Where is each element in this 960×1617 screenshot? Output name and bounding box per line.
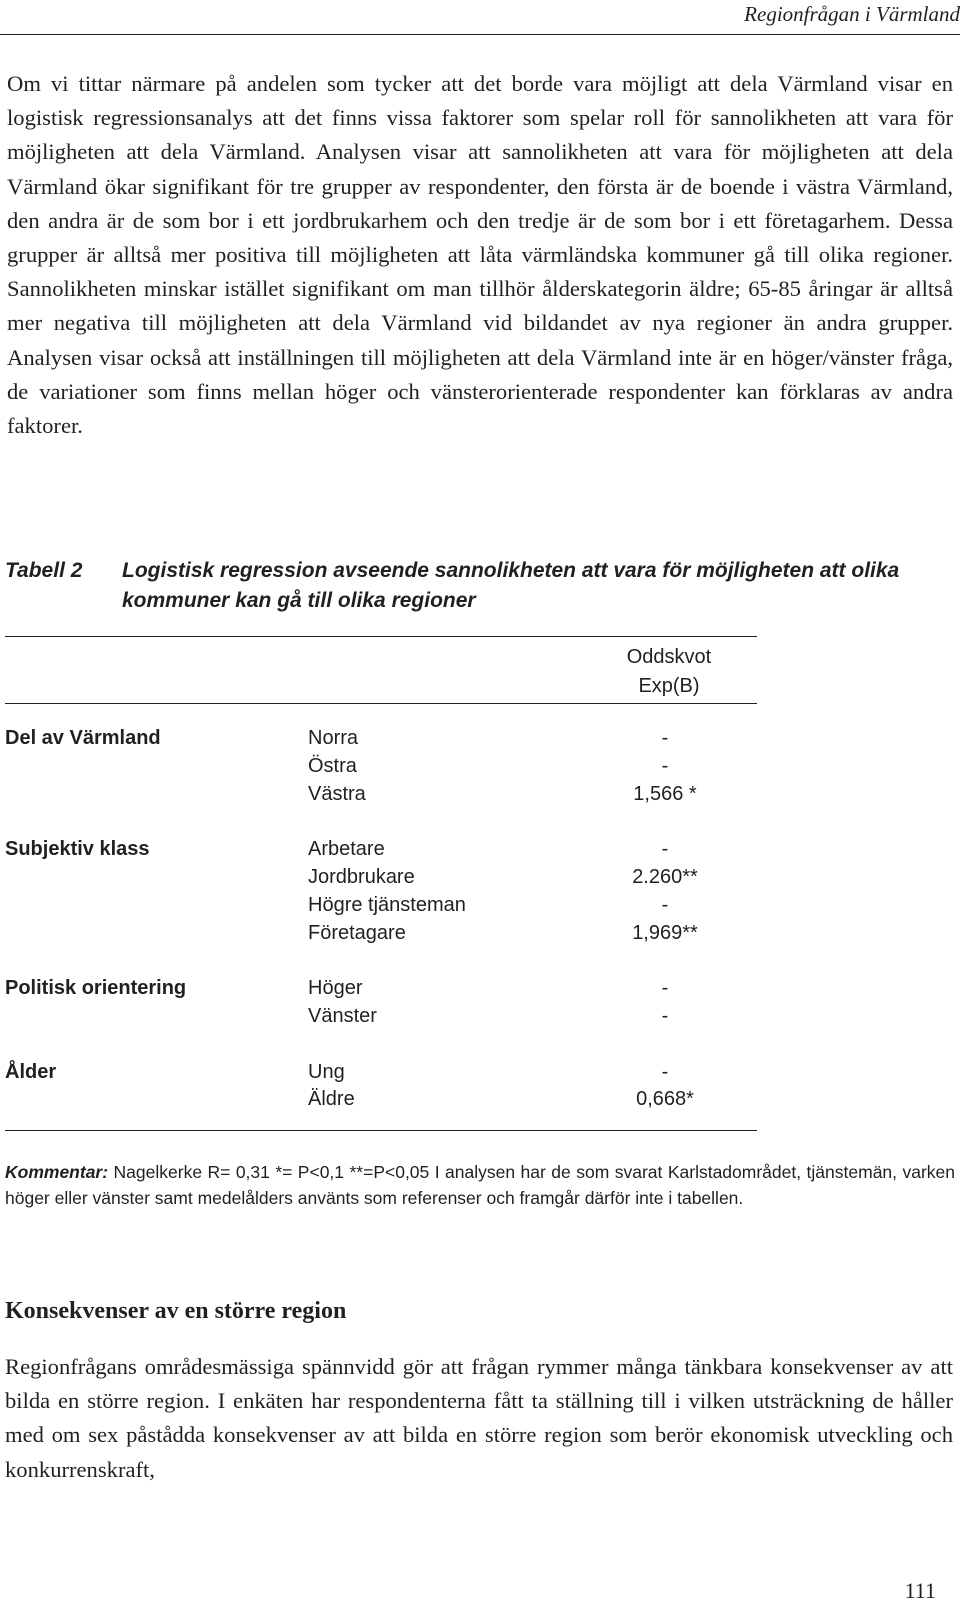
body-paragraph-1: Om vi tittar närmare på andelen som tycker att det borde vara möjligt att dela Värmland visar en logistisk regressionsanalys att det finns vissa faktorer som spelar roll för sannolikheten att vara för möjligheten att dela Värmland. Analysen visar att sannolikheten att vara för möjligheten att dela Värmland ökar signifikant för tre grupper av respondenter, den första är de boende i västra Värmland, den andra är de som bor i ett jordbrukarhem och den tredje är de som bor i ett företagarhem. Dessa grupper är alltså mer positiva till möjligheten att låta värmländska kommuner gå till olika regioner. Sannolikheten minskar istället signifikant om man tillhör ålderskategorin äldre; 65-85 åringar är alltså mer negativa till möjligheten att dela Värmland vid bildandet av nya regioner än andra grupper. Analysen visar också att inställningen till möjligheten att dela Värmland inte är en höger/vänster fråga, de variationer som finns mellan höger och vänsterorienterade respondenter kan förklaras av andra faktorer. [7, 71, 953, 439]
row-value: 2.260** [632, 865, 698, 888]
page-number: 111 [904, 1578, 936, 1603]
row-category: Företagare [308, 921, 406, 944]
regression-table [5, 725, 905, 1114]
row-value: 1,566 * [633, 782, 697, 805]
table-row [5, 1059, 905, 1087]
row-category: Äldre [308, 1088, 355, 1111]
comment-text: Nagelkerke R= 0,31 *= P<0,1 **=P<0,05 I analysen har de som svarat Karlstadområdet, tjänstemän, varken höger eller vänster samt medelålders använts som referenser och framgår därför inte i tabellen. [5, 1162, 955, 1208]
table-group [5, 975, 905, 1031]
table-group [5, 1059, 905, 1115]
comment-label: Kommentar: [5, 1162, 109, 1182]
table-row [5, 836, 905, 864]
group-label: Politisk orientering [5, 977, 187, 1000]
column-header-oddskvot: Oddskvot [626, 646, 712, 668]
header-rule [0, 34, 960, 35]
row-category: Högre tjänsteman [308, 893, 466, 916]
table-row [5, 725, 905, 753]
table-row [5, 781, 905, 809]
table-row [5, 1086, 905, 1114]
column-header-expb: Exp(B) [638, 675, 700, 697]
row-value: 0,668* [636, 1088, 694, 1111]
row-value: - [661, 1004, 669, 1027]
table-group [5, 725, 905, 808]
row-value: - [661, 977, 669, 1000]
row-category: Östra [308, 754, 357, 777]
row-value: - [661, 893, 669, 916]
table-bottom-rule [5, 1130, 757, 1131]
row-value: - [661, 727, 669, 749]
table-group [5, 836, 905, 947]
section-heading: Konsekvenser av en större region [5, 1298, 347, 1324]
table-row [5, 1003, 905, 1031]
body-paragraph-2: Regionfrågans områdesmässiga spännvidd gör att frågan rymmer många tänkbara konsekvenser av att bilda en större region. I enkäten har respondenterna fått ta ställning till i vilken utsträckning de håller med om sex påstådda konsekvenser av att bilda en större region som berör ekonomisk utveckling och konkurrenskraft, [5, 1354, 953, 1482]
group-label: Subjektiv klass [5, 838, 150, 861]
row-value: 1,969** [632, 921, 698, 944]
row-value: - [661, 838, 669, 861]
table-caption-number: Tabell 2 [5, 559, 83, 582]
table-comment [5, 1159, 955, 1211]
running-header: Regionfrågan i Värmland [744, 2, 960, 26]
row-category: Ung [308, 1060, 345, 1083]
table-row [5, 892, 905, 920]
table-header-rule [5, 703, 757, 704]
table-top-rule [5, 636, 757, 637]
row-value: - [661, 754, 669, 777]
table-row [5, 864, 905, 892]
table-row [5, 753, 905, 781]
table-row [5, 920, 905, 948]
group-label: Ålder [5, 1060, 57, 1083]
table-caption-text: Logistisk regression avseende sannolikheten att vara för möjligheten att olika kommuner kan gå till olika regioner [122, 559, 900, 612]
row-category: Jordbrukare [308, 865, 415, 888]
row-value: - [661, 1060, 669, 1083]
group-label: Del av Värmland [5, 727, 161, 749]
row-category: Norra [308, 727, 359, 749]
row-category: Vänster [308, 1004, 377, 1027]
row-category: Västra [308, 782, 366, 805]
row-category: Arbetare [308, 838, 385, 861]
row-category: Höger [308, 977, 363, 1000]
table-row [5, 975, 905, 1003]
